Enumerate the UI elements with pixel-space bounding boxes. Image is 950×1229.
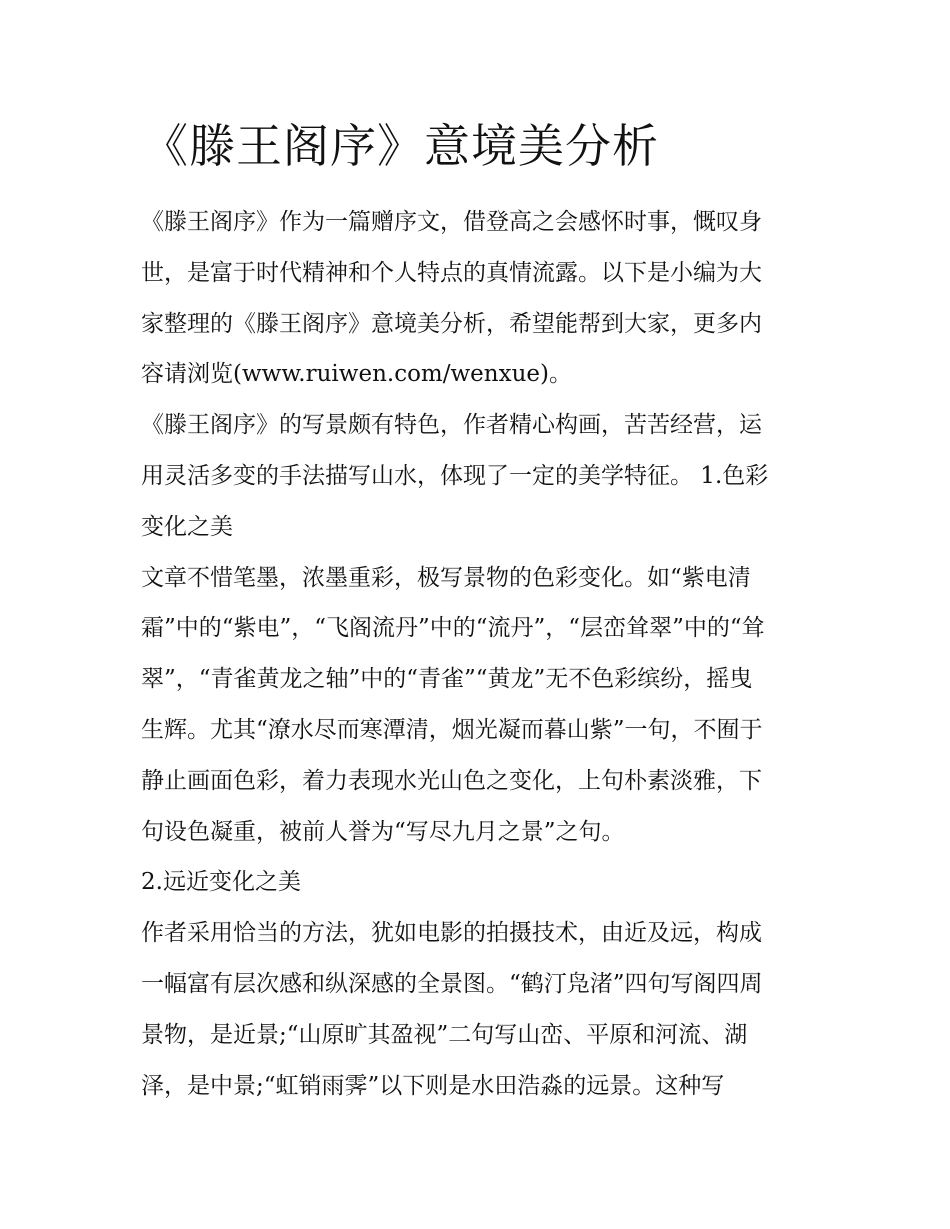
text-line: 一幅富有层次感和纵深感的全景图。“鹤汀凫渚”四句写阁四周	[141, 970, 763, 997]
document-body	[141, 197, 816, 1111]
text-line: 变化之美	[141, 513, 233, 540]
text-line: 句设色凝重，被前人誉为“写尽九月之景”之句。	[141, 818, 625, 845]
section-heading-distance	[141, 857, 816, 908]
text-line: 霜”中的“紫电”，“飞阁流丹”中的“流丹”，“层峦耸翠”中的“耸	[141, 615, 765, 642]
text-line: 景物，是近景;“山原旷其盈视”二句写山峦、平原和河流、湖	[141, 1021, 748, 1048]
text-line: 《滕王阁序》作为一篇赠序文，借登高之会感怀时事，慨叹身	[141, 209, 762, 235]
text-line: 静止画面色彩，着力表现水光山色之变化，上句朴素淡雅，下	[141, 767, 762, 794]
text-line: 世，是富于时代精神和个人特点的真情流露。以下是小编为大	[141, 259, 762, 286]
paragraph-color-change	[141, 553, 816, 858]
text-line: 文章不惜笔墨，浓墨重彩，极写景物的色彩变化。如“紫电清	[141, 564, 751, 591]
text-line: 作者采用恰当的方法，犹如电影的拍摄技术，由近及远，构成	[141, 920, 762, 947]
text-line: 生辉。尤其“潦水尽而寒潭清，烟光凝而暮山紫”一句，不囿于	[141, 716, 763, 743]
text-line: 家整理的《滕王阁序》意境美分析，希望能帮到大家，更多内	[141, 310, 762, 337]
text-line: 2.远近变化之美	[141, 869, 301, 896]
text-line: 容请浏览(www.ruiwen.com/wenxue)。	[141, 361, 572, 388]
text-line: 泽，是中景;“虹销雨霁”以下则是水田浩淼的远景。这种写	[141, 1072, 725, 1099]
paragraph-intro	[141, 197, 816, 400]
paragraph-distance-change	[141, 908, 816, 1111]
text-line: 《滕王阁序》的写景颇有特色，作者精心构画，苦苦经营，运	[141, 412, 762, 439]
text-line: 翠”，“青雀黄龙之轴”中的“青雀”“黄龙”无不色彩缤纷，摇曳	[141, 666, 753, 693]
document-title: 《滕王阁序》意境美分析	[142, 119, 659, 173]
paragraph-overview	[141, 400, 816, 552]
text-line: 用灵活多变的手法描写山水，体现了一定的美学特征。 1.色彩	[141, 462, 769, 489]
